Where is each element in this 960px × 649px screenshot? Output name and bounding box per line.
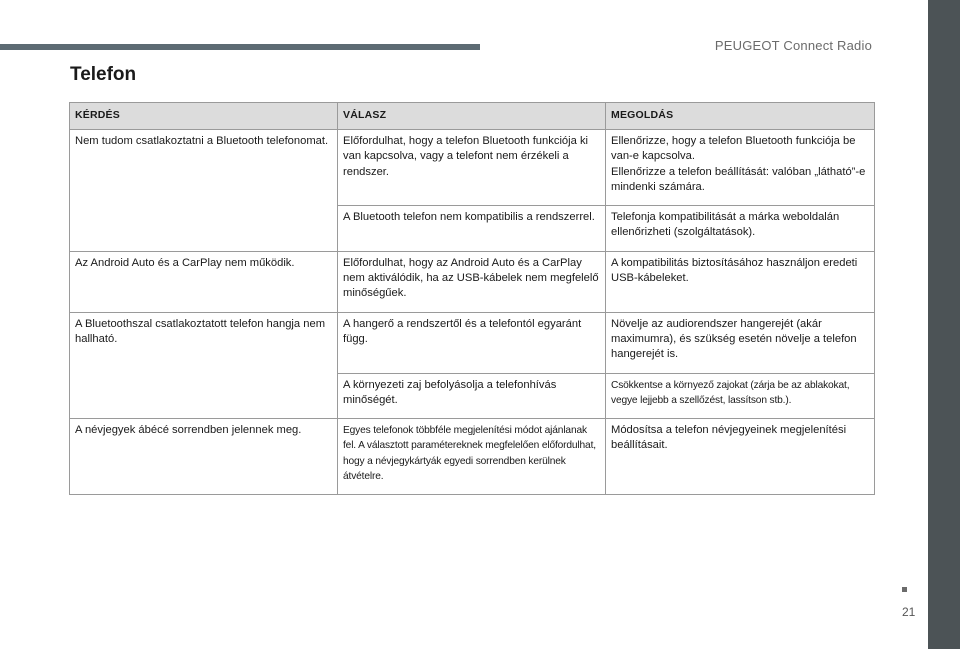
solution-line: Ellenőrizze a telefon beállítását: valóban „látható”-e mindenki számára.: [611, 165, 866, 193]
manual-title: PEUGEOT Connect Radio: [714, 38, 872, 53]
table-row: [70, 251, 875, 312]
solution-cell: A kompatibilitás biztosításához használjon eredeti USB-kábeleket.: [606, 251, 875, 312]
answer-cell: A környezeti zaj befolyásolja a telefonhívás minőségét.: [338, 373, 606, 419]
header-rule: [0, 44, 480, 50]
footer-square-icon: [902, 587, 907, 592]
page-title: Telefon: [70, 64, 137, 85]
question-cell: A Bluetoothszal csatlakoztatott telefon hangja nem hallható.: [70, 312, 338, 418]
solution-cell: Telefonja kompatibilitását a márka weboldalán ellenőrizheti (szolgáltatások).: [606, 206, 875, 252]
question-cell: Nem tudom csatlakoztatni a Bluetooth telefonomat.: [70, 130, 338, 252]
solution-cell: Növelje az audiorendszer hangerejét (akár maximumra), és szükség esetén növelje a telefon hangerejét is.: [606, 312, 875, 373]
page-number: 21: [902, 605, 916, 619]
table-row: [70, 312, 875, 373]
table-row: [70, 419, 875, 495]
answer-cell: Előfordulhat, hogy a telefon Bluetooth funkciója ki van kapcsolva, vagy a telefont nem érzékeli a rendszer.: [338, 130, 606, 206]
question-cell: Az Android Auto és a CarPlay nem működik.: [70, 251, 338, 312]
question-cell: A névjegyek ábécé sorrendben jelennek meg.: [70, 419, 338, 495]
side-bar: [928, 0, 960, 649]
solution-cell: Módosítsa a telefon névjegyeinek megjelenítési beállításait.: [606, 419, 875, 495]
table-row: [70, 130, 875, 206]
column-header-answer: VÁLASZ: [338, 103, 606, 130]
answer-cell: A Bluetooth telefon nem kompatibilis a rendszerrel.: [338, 206, 606, 252]
solution-line: Ellenőrizze, hogy a telefon Bluetooth funkciója be van-e kapcsolva.: [611, 135, 856, 163]
faq-table: [69, 102, 875, 495]
answer-cell: A hangerő a rendszertől és a telefontól egyaránt függ.: [338, 312, 606, 373]
column-header-question: KÉRDÉS: [70, 103, 338, 130]
answer-cell: Előfordulhat, hogy az Android Auto és a CarPlay nem aktiválódik, ha az USB-kábelek nem megfelelő minőségűek.: [338, 251, 606, 312]
solution-cell: Csökkentse a környező zajokat (zárja be az ablakokat, vegye lejjebb a szellőzést, lassítson stb.).: [606, 373, 875, 419]
answer-cell: Egyes telefonok többféle megjelenítési módot ajánlanak fel. A választott paramétereknek megfelelően előfordulhat, hogy a névjegykártyák egyedi sorrendben kerülnek átvételre.: [338, 419, 606, 495]
table-header-row: [70, 103, 875, 130]
solution-cell: [606, 130, 875, 206]
column-header-solution: MEGOLDÁS: [606, 103, 875, 130]
faq-table-container: [69, 102, 874, 495]
